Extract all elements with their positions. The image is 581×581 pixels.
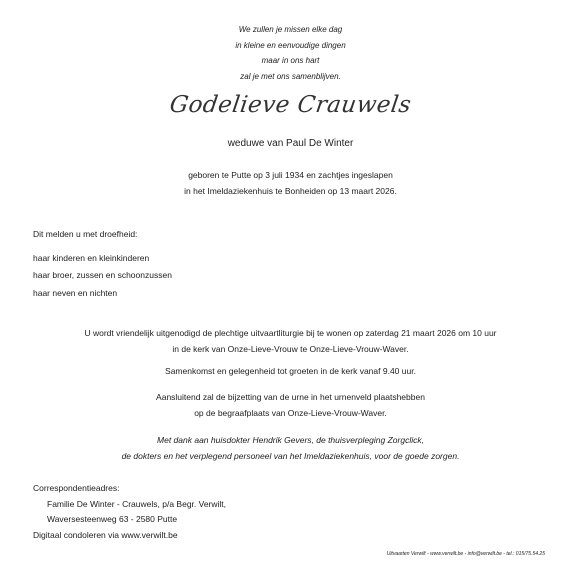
poem: [0, 22, 581, 84]
burial-line: Aansluitend zal de bijzetting van de urne in het urnenveld plaatshebben: [156, 392, 425, 402]
family-line: haar broer, zussen en schoonzussen: [33, 270, 172, 281]
thanks-line: Met dank aan huisdokter Hendrik Gevers, de thuisverpleging Zorgclick,: [157, 435, 424, 445]
burial-line: op de begraafplaats van Onze-Lieve-Vrouw-Waver.: [194, 407, 387, 418]
digital-condolence: Digitaal condoleren via www.verwilt.be: [33, 530, 178, 540]
correspondence-address: [33, 481, 226, 528]
family-line: haar neven en nichten: [33, 287, 118, 298]
invitation: [0, 326, 581, 357]
correspondence-label: Correspondentieadres:: [33, 483, 120, 493]
born-line: in het Imeldaziekenhuis te Bonheiden op 13 maart 2026.: [184, 185, 397, 196]
poem-line: zal je met ons samenblijven.: [240, 71, 341, 81]
poem-line: We zullen je missen elke dag: [238, 25, 343, 34]
invitation-line: in de kerk van Onze-Lieve-Vrouw te Onze-Lieve-Vrouw-Waver.: [172, 343, 409, 354]
family-list: [33, 250, 172, 302]
poem-line: in kleine en eenvoudige dingen: [235, 40, 346, 50]
footer-credits: Uitvaarten Verwilt - www.verwilt.be - info@verwilt.be - tel.: 015/75.54.25: [386, 551, 545, 557]
reception-line: Samenkomst en gelegenheid tot groeten in de kerk vanaf 9.40 uur.: [165, 366, 416, 376]
invitation-line: U wordt vriendelijk uitgenodigd de plechtige uitvaartliturgie bij te wonen op zaterdag 21 maart 2026 om 10 uur: [84, 328, 497, 338]
deceased-name: Godelieve Crauwels: [167, 92, 414, 118]
poem-line: maar in ons hart: [261, 56, 320, 65]
address-line: Familie De Winter - Crauwels, p/a Begr. Verwilt,: [47, 498, 227, 509]
family-line: haar kinderen en kleinkinderen: [33, 253, 150, 263]
burial-info: [0, 390, 581, 421]
born-line: geboren te Putte op 3 juli 1934 en zachtjes ingeslapen: [188, 170, 393, 180]
widow-line: weduwe van Paul De Winter: [227, 138, 354, 149]
thanks-line: de dokters en het verplegend personeel van het Imeldaziekenhuis, voor de goede zorgen.: [121, 450, 460, 461]
birth-death-info: [0, 168, 581, 199]
announcement: Dit melden u met droefheid:: [33, 229, 138, 239]
thanks: [0, 433, 581, 464]
address-line: Waversesteenweg 63 - 2580 Putte: [47, 514, 178, 524]
